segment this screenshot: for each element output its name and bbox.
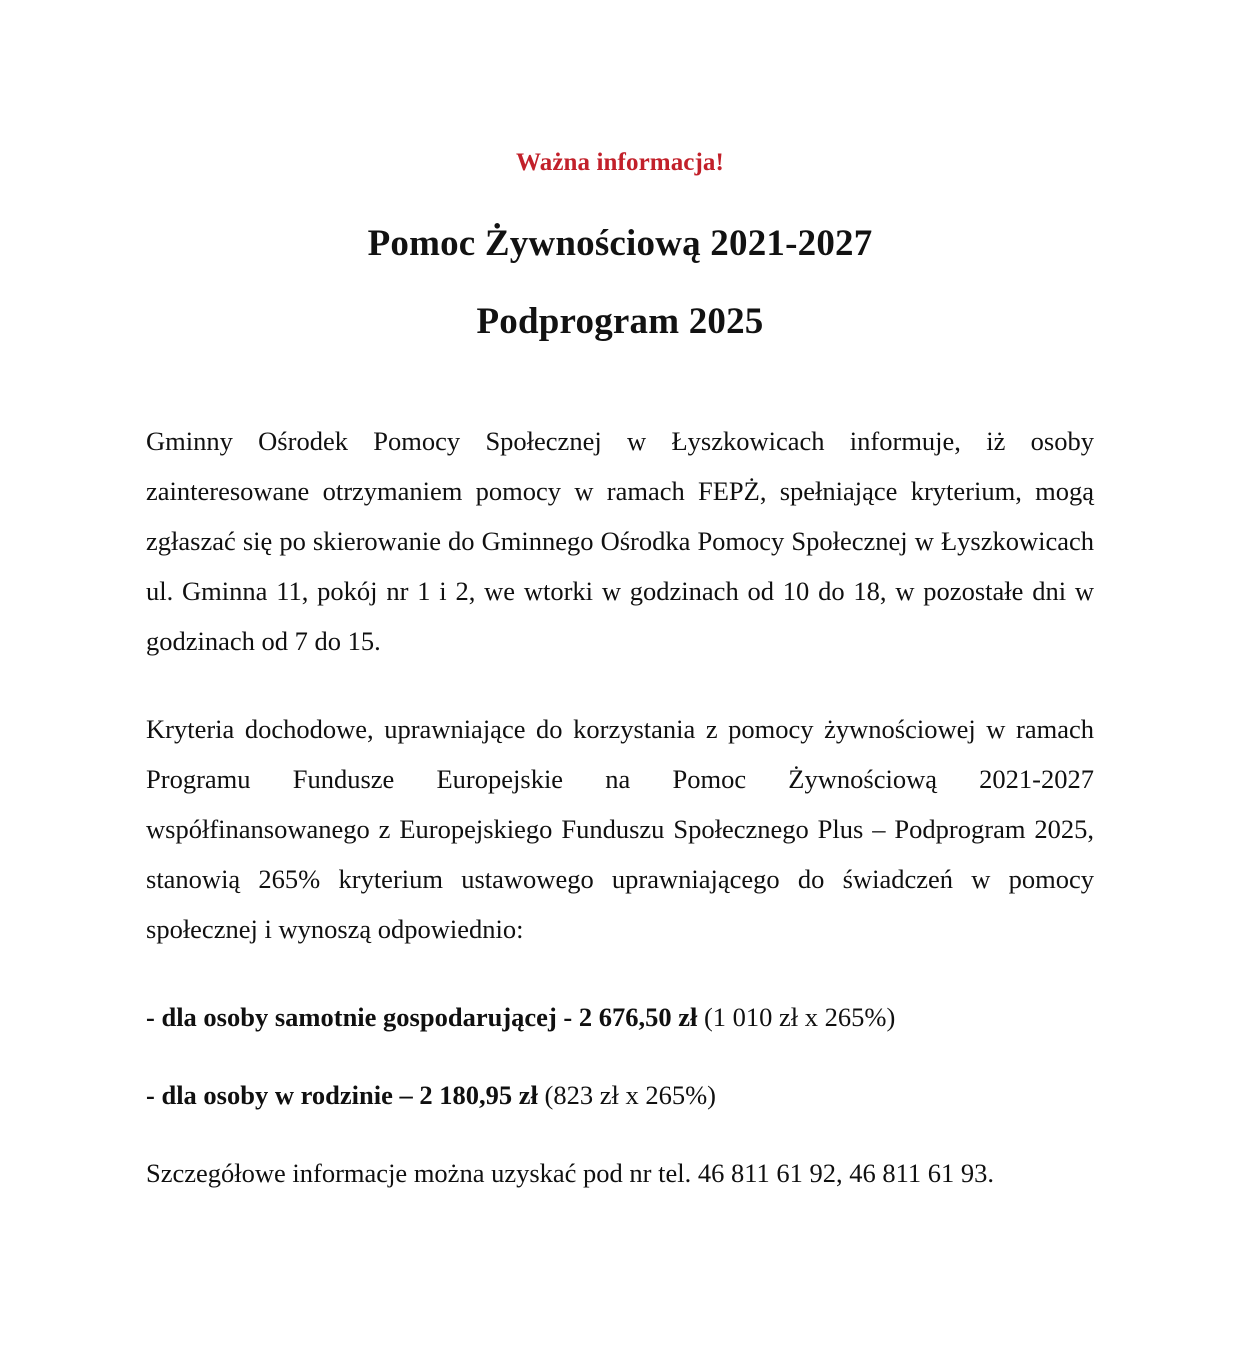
paragraph-income-criteria: Kryteria dochodowe, uprawniające do korzystania z pomocy żywnościowej w ramach Programu Fundusze Europejskie na Pomoc Żywnościową 2021-2027 współfinansowanego z Europejskiego Funduszu Społecznego Plus – Podprogram 2025, stanowią 265% kryterium ustawowego uprawniającego do świadczeń w pomocy społecznej i wynoszą odpowiednio:	[146, 713, 1094, 944]
criteria-single-person-plain: (1 010 zł x 265%)	[697, 1001, 896, 1032]
paragraph-intro: Gminny Ośrodek Pomocy Społecznej w Łyszkowicach informuje, iż osoby zainteresowane otrzymaniem pomocy w ramach FEPŻ, spełniające kryterium, mogą zgłaszać się po skierowanie do Gminnego Ośrodka Pomocy Społecznej w Łyszkowicach ul. Gminna 11, pokój nr 1 i 2, we wtorki w godzinach od 10 do 18, w pozostałe dni w godzinach od 7 do 15.	[146, 425, 1094, 656]
criteria-item-single-person	[146, 992, 1094, 1042]
page-title-line-1: Pomoc Żywnościową 2021-2027	[367, 223, 873, 264]
criteria-person-in-family-bold: - dla osoby w rodzinie – 2 180,95 zł	[146, 1079, 538, 1110]
criteria-item-person-in-family	[146, 1070, 1094, 1120]
criteria-single-person-bold: - dla osoby samotnie gospodarującej - 2 676,50 zł	[146, 1001, 698, 1032]
document-body	[146, 346, 1094, 1198]
heading-block	[0, 0, 1240, 346]
alert-heading: Ważna informacja!	[516, 149, 724, 176]
criteria-person-in-family-plain: (823 zł x 265%)	[537, 1079, 716, 1110]
contact-information: Szczegółowe informacje można uzyskać pod nr tel. 46 811 61 92, 46 811 61 93.	[146, 1157, 995, 1188]
page-title-line-2: Podprogram 2025	[476, 301, 764, 343]
